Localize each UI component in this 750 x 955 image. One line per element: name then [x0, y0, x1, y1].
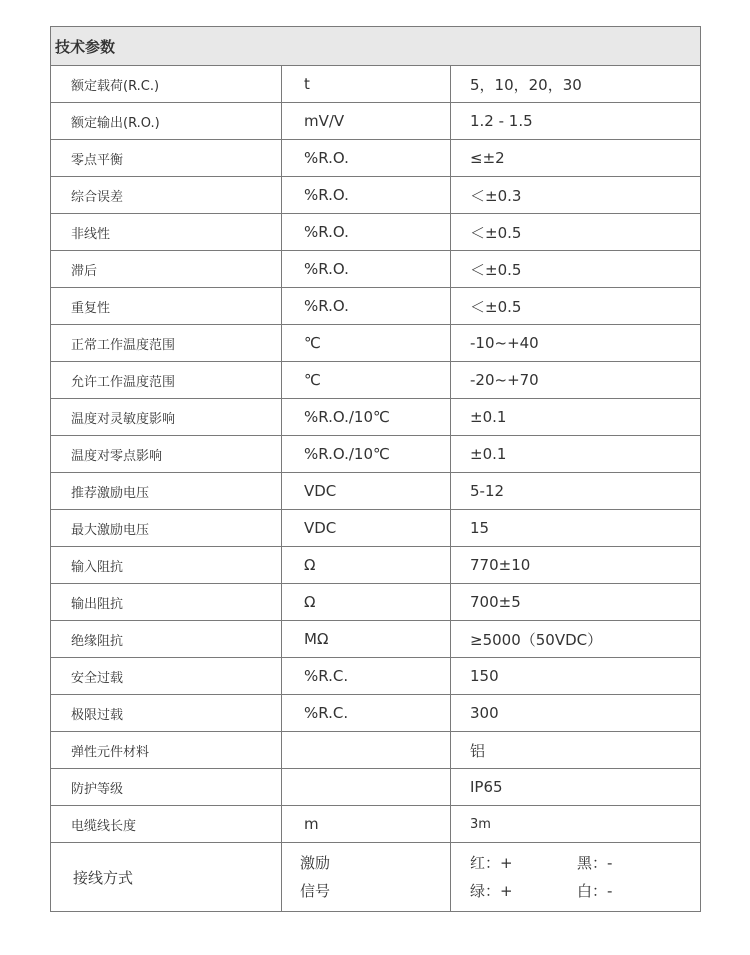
- table-row: [51, 806, 701, 843]
- param-unit: VDC: [282, 473, 451, 510]
- table-row: [51, 547, 701, 584]
- param-unit: ℃: [282, 362, 451, 399]
- param-name: 允许工作温度范围: [51, 362, 282, 399]
- wiring-labels: [282, 843, 451, 912]
- param-value: ＜±0.5: [451, 251, 701, 288]
- signal-negative: 白：-: [577, 882, 613, 900]
- param-unit: %R.O./10℃: [282, 436, 451, 473]
- param-name: 非线性: [51, 214, 282, 251]
- excitation-label: 激励: [300, 854, 331, 872]
- param-unit: %R.O.: [282, 177, 451, 214]
- param-unit: %R.O.: [282, 140, 451, 177]
- param-value: ＜±0.5: [451, 214, 701, 251]
- param-value: 700±5: [451, 584, 701, 621]
- param-unit: %R.O.: [282, 251, 451, 288]
- table-row: [51, 621, 701, 658]
- param-unit: Ω: [282, 547, 451, 584]
- table-title: 技术参数: [51, 27, 701, 66]
- param-value: ＜±0.5: [451, 288, 701, 325]
- param-name: 弹性元件材料: [51, 732, 282, 769]
- signal-label: 信号: [300, 882, 331, 900]
- param-name: 综合误差: [51, 177, 282, 214]
- param-name: 额定载荷(R.C.): [51, 66, 282, 103]
- table-title-row: [51, 27, 701, 66]
- param-unit: mV/V: [282, 103, 451, 140]
- param-name: 推荐激励电压: [51, 473, 282, 510]
- table-row: [51, 436, 701, 473]
- table-row: [51, 251, 701, 288]
- param-name: 温度对零点影响: [51, 436, 282, 473]
- param-value: 15: [451, 510, 701, 547]
- param-name: 零点平衡: [51, 140, 282, 177]
- param-unit: MΩ: [282, 621, 451, 658]
- param-unit: [282, 769, 451, 806]
- param-name: 安全过载: [51, 658, 282, 695]
- param-name: 额定输出(R.O.): [51, 103, 282, 140]
- param-unit: %R.C.: [282, 695, 451, 732]
- signal-positive: 绿：+: [470, 882, 513, 900]
- wiring-name: 接线方式: [51, 843, 282, 912]
- param-unit: %R.C.: [282, 658, 451, 695]
- table-row: [51, 140, 701, 177]
- wiring-row: [51, 843, 701, 912]
- param-value: 300: [451, 695, 701, 732]
- param-value: 770±10: [451, 547, 701, 584]
- param-unit: t: [282, 66, 451, 103]
- table-row: [51, 103, 701, 140]
- param-value: ＜±0.3: [451, 177, 701, 214]
- param-name: 输出阻抗: [51, 584, 282, 621]
- param-name: 重复性: [51, 288, 282, 325]
- param-value: -20~+70: [451, 362, 701, 399]
- param-name: 输入阻抗: [51, 547, 282, 584]
- param-unit: VDC: [282, 510, 451, 547]
- param-name: 正常工作温度范围: [51, 325, 282, 362]
- table-row: [51, 362, 701, 399]
- param-unit: m: [282, 806, 451, 843]
- table-row: [51, 769, 701, 806]
- table-row: [51, 658, 701, 695]
- param-value: IP65: [451, 769, 701, 806]
- wiring-colors: [451, 843, 701, 912]
- param-name: 极限过载: [51, 695, 282, 732]
- excitation-negative: 黑：-: [577, 854, 613, 872]
- param-name: 最大激励电压: [51, 510, 282, 547]
- excitation-positive: 红：+: [470, 854, 513, 872]
- param-unit: ℃: [282, 325, 451, 362]
- table-row: [51, 177, 701, 214]
- param-name: 温度对灵敏度影响: [51, 399, 282, 436]
- param-value: 150: [451, 658, 701, 695]
- table-row: [51, 510, 701, 547]
- param-value: -10~+40: [451, 325, 701, 362]
- param-name: 滞后: [51, 251, 282, 288]
- param-name: 电缆线长度: [51, 806, 282, 843]
- param-value: ±0.1: [451, 399, 701, 436]
- param-value: ±0.1: [451, 436, 701, 473]
- param-unit: [282, 732, 451, 769]
- table-row: [51, 732, 701, 769]
- param-name: 绝缘阻抗: [51, 621, 282, 658]
- param-value: 5，10，20，30: [451, 66, 701, 103]
- table-row: [51, 399, 701, 436]
- param-unit: %R.O.: [282, 288, 451, 325]
- param-value: 1.2 - 1.5: [451, 103, 701, 140]
- table-row: [51, 66, 701, 103]
- param-name: 防护等级: [51, 769, 282, 806]
- param-value: 铝: [451, 732, 701, 769]
- table-row: [51, 325, 701, 362]
- param-unit: %R.O./10℃: [282, 399, 451, 436]
- table-row: [51, 473, 701, 510]
- spec-table: [50, 26, 701, 912]
- table-row: [51, 214, 701, 251]
- param-value: ≤±2: [451, 140, 701, 177]
- param-value: ≥5000（50VDC）: [451, 621, 701, 658]
- param-unit: Ω: [282, 584, 451, 621]
- param-value: 5-12: [451, 473, 701, 510]
- table-row: [51, 584, 701, 621]
- table-row: [51, 695, 701, 732]
- table-row: [51, 288, 701, 325]
- param-unit: %R.O.: [282, 214, 451, 251]
- param-value: 3m: [451, 806, 701, 843]
